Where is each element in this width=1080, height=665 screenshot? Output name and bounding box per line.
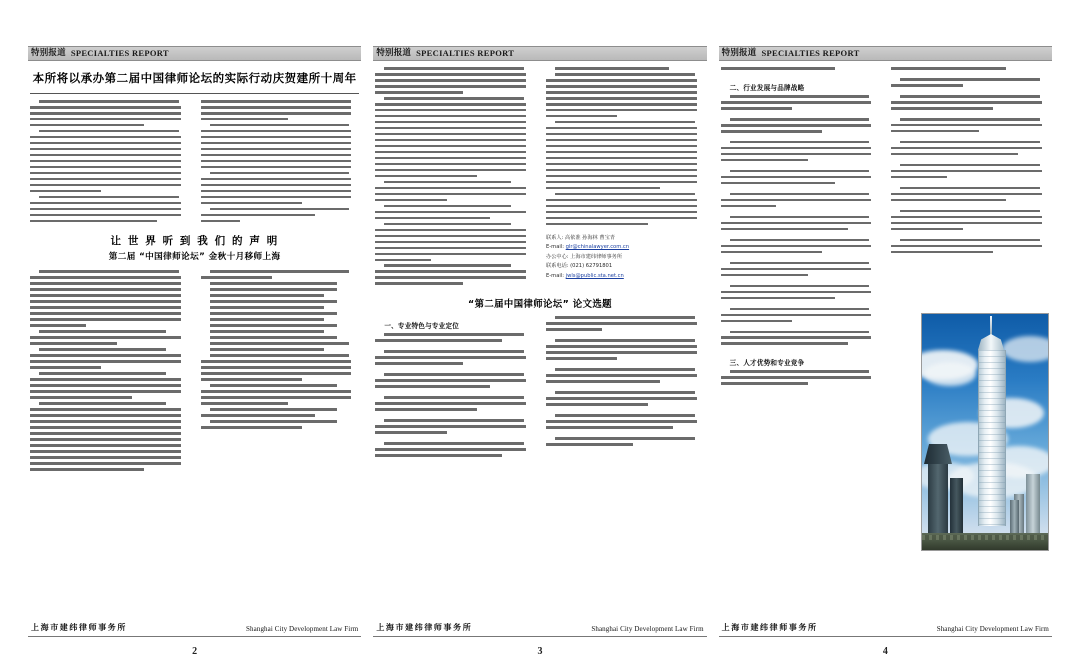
masthead-bar xyxy=(719,46,1052,61)
masthead-bar xyxy=(373,46,706,61)
footer-firm-cn: 上海市建纬律师事务所 xyxy=(31,623,127,632)
contact-person-label: 联系人: xyxy=(546,234,564,241)
page-3-body xyxy=(373,46,706,613)
background-building xyxy=(1026,474,1040,534)
column-left xyxy=(375,67,534,288)
column-left-lower xyxy=(30,270,189,473)
foreground-building xyxy=(950,478,963,534)
section-subtitle: 第二届 “中国律师论坛” 金秋十月移师上海 xyxy=(108,252,281,263)
page-number: 2 xyxy=(192,646,198,657)
column-right xyxy=(201,100,360,226)
masthead-title-en: SPECIALTIES REPORT xyxy=(70,48,169,59)
page-2-body xyxy=(28,46,361,613)
topics-column-left xyxy=(721,67,880,388)
contact-phone-value: (021) 62791801 xyxy=(570,263,613,270)
page-footer xyxy=(719,622,1052,633)
footer-firm-en: Shanghai City Development Law Firm xyxy=(591,625,704,633)
page-footer xyxy=(28,622,361,633)
cloud-shape xyxy=(1002,336,1049,362)
footer-firm-cn: 上海市建纬律师事务所 xyxy=(376,623,473,632)
page-2 xyxy=(28,0,361,665)
contact-office-label: 办公中心: xyxy=(546,253,569,260)
masthead-title-cn: 特别报道 xyxy=(376,48,412,59)
article-columns-lower xyxy=(28,270,361,473)
footer-firm-en: Shanghai City Development Law Firm xyxy=(936,625,1049,633)
tower-spire xyxy=(990,316,992,336)
page-4-body xyxy=(719,46,1052,613)
topics-columns xyxy=(373,316,706,460)
article-columns xyxy=(373,67,706,288)
topic-heading-1: 一、专业特色与专业定位 xyxy=(384,322,460,331)
footer-firm-en: Shanghai City Development Law Firm xyxy=(246,625,359,633)
contact-email2-value[interactable]: jwls@public.sta.net.cn xyxy=(565,273,624,280)
photo-ground xyxy=(922,533,1048,550)
footer-rule xyxy=(719,636,1052,637)
background-building xyxy=(1010,500,1019,534)
page-number: 3 xyxy=(537,646,543,657)
contact-block xyxy=(546,234,705,282)
column-left xyxy=(30,100,189,226)
section-title: 让 世 界 听 到 我 们 的 声 明 xyxy=(110,234,279,247)
page-3 xyxy=(373,0,706,665)
essay-topics-heading: “第二届中国律师论坛” 论文选题 xyxy=(468,299,612,311)
foreground-building xyxy=(928,460,948,534)
masthead-title-cn: 特别报道 xyxy=(31,48,66,59)
shanghai-skyline-photo xyxy=(921,313,1049,551)
topic-heading-2: 二、行业发展与品牌战略 xyxy=(729,83,805,92)
footer-rule xyxy=(373,636,706,637)
column-right xyxy=(546,67,705,288)
footer-firm-cn: 上海市建纬律师事务所 xyxy=(721,623,818,632)
masthead-title-cn: 特别报道 xyxy=(721,48,757,59)
masthead-title-en: SPECIALTIES REPORT xyxy=(416,48,515,59)
main-tower xyxy=(978,350,1006,526)
page-4 xyxy=(719,0,1052,665)
column-right-lower xyxy=(201,270,360,473)
headline-rule xyxy=(30,93,359,94)
cloud-shape xyxy=(924,362,976,386)
contact-email-label: E-mail: xyxy=(546,244,565,251)
topic-heading-3: 三、人才优势和专业竞争 xyxy=(729,359,805,368)
contact-person-value: 高依准 孙海林 曹宝青 xyxy=(564,234,615,241)
contact-email2-label: E-mail: xyxy=(546,273,565,280)
page-footer xyxy=(373,622,706,633)
contact-email-value[interactable]: glr@chinalawyer.com.cn xyxy=(565,244,630,251)
page-headline: 本所将以承办第二届中国律师论坛的实际行动庆贺建所十周年 xyxy=(32,71,357,85)
masthead-bar xyxy=(28,46,361,61)
topics-column-right xyxy=(546,316,705,460)
masthead-title-en: SPECIALTIES REPORT xyxy=(761,48,860,59)
page-number: 4 xyxy=(882,646,888,657)
topics-column-left xyxy=(375,316,534,460)
contact-phone-label: 联系电话: xyxy=(546,263,569,270)
article-columns xyxy=(28,100,361,226)
footer-rule xyxy=(28,636,361,637)
contact-office-value: 上海市建纬律师事务所 xyxy=(570,253,623,260)
